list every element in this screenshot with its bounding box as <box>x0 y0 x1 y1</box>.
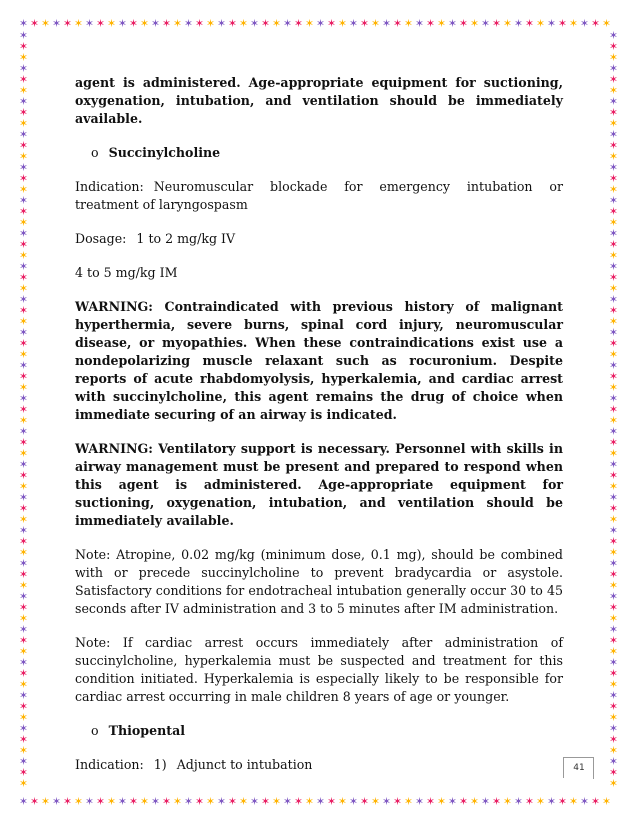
star-icon: ✶ <box>51 796 62 808</box>
star-icon: ✶ <box>73 796 84 808</box>
star-icon: ✶ <box>608 414 619 427</box>
thiopental-indication <box>75 756 563 774</box>
star-icon: ✶ <box>608 95 619 108</box>
star-icon: ✶ <box>128 796 139 808</box>
star-icon: ✶ <box>608 568 619 581</box>
star-icon: ✶ <box>18 777 29 790</box>
star-icon: ✶ <box>194 18 205 30</box>
warning-paragraph-2: WARNING: Ventilatory support is necessary. Personnel with skills in airway management must be present and prepared to respond when this agent is administered. Age-appropriate equipment for suctioning, oxygenation, intubation, and ventilation should be immediately available. <box>75 441 563 528</box>
star-icon: ✶ <box>502 796 513 808</box>
star-icon: ✶ <box>513 18 524 30</box>
star-icon: ✶ <box>579 18 590 30</box>
star-icon: ✶ <box>18 370 29 383</box>
star-icon: ✶ <box>18 84 29 97</box>
star-icon: ✶ <box>447 18 458 30</box>
star-icon: ✶ <box>608 117 619 130</box>
star-icon: ✶ <box>18 645 29 658</box>
star-icon: ✶ <box>227 18 238 30</box>
star-icon: ✶ <box>18 436 29 449</box>
star-icon: ✶ <box>18 139 29 152</box>
star-icon: ✶ <box>62 796 73 808</box>
star-icon: ✶ <box>238 18 249 30</box>
star-icon: ✶ <box>18 568 29 581</box>
star-icon: ✶ <box>348 18 359 30</box>
decorative-border-right <box>608 30 620 796</box>
star-icon: ✶ <box>381 18 392 30</box>
section-heading-succinylcholine <box>75 144 563 162</box>
star-icon: ✶ <box>608 601 619 614</box>
star-icon: ✶ <box>608 766 619 779</box>
star-icon: ✶ <box>227 796 238 808</box>
star-icon: ✶ <box>513 796 524 808</box>
star-icon: ✶ <box>62 18 73 30</box>
star-icon: ✶ <box>480 796 491 808</box>
star-icon: ✶ <box>161 796 172 808</box>
star-icon: ✶ <box>370 18 381 30</box>
star-icon: ✶ <box>18 315 29 328</box>
star-icon: ✶ <box>469 18 480 30</box>
star-icon: ✶ <box>608 370 619 383</box>
star-icon: ✶ <box>608 755 619 768</box>
star-icon: ✶ <box>608 480 619 493</box>
star-icon: ✶ <box>205 18 216 30</box>
star-icon: ✶ <box>29 796 40 808</box>
star-icon: ✶ <box>608 337 619 350</box>
star-icon: ✶ <box>608 161 619 174</box>
star-icon: ✶ <box>557 18 568 30</box>
star-icon: ✶ <box>392 18 403 30</box>
star-icon: ✶ <box>359 18 370 30</box>
star-icon: ✶ <box>117 18 128 30</box>
star-icon: ✶ <box>348 796 359 808</box>
star-icon: ✶ <box>590 796 601 808</box>
star-icon: ✶ <box>608 524 619 537</box>
star-icon: ✶ <box>18 425 29 438</box>
star-icon: ✶ <box>18 678 29 691</box>
star-icon: ✶ <box>18 590 29 603</box>
star-icon: ✶ <box>557 796 568 808</box>
star-icon: ✶ <box>18 601 29 614</box>
star-icon: ✶ <box>271 18 282 30</box>
star-icon: ✶ <box>436 796 447 808</box>
star-icon: ✶ <box>425 18 436 30</box>
star-icon: ✶ <box>608 62 619 75</box>
star-icon: ✶ <box>18 733 29 746</box>
star-icon: ✶ <box>608 656 619 669</box>
star-icon: ✶ <box>608 590 619 603</box>
star-icon: ✶ <box>447 796 458 808</box>
star-icon: ✶ <box>535 18 546 30</box>
star-icon: ✶ <box>608 403 619 416</box>
star-icon: ✶ <box>18 172 29 185</box>
star-icon: ✶ <box>18 502 29 515</box>
star-icon: ✶ <box>608 491 619 504</box>
star-icon: ✶ <box>282 18 293 30</box>
star-icon: ✶ <box>18 491 29 504</box>
star-icon: ✶ <box>546 796 557 808</box>
dosage-iv: 1 to 2 mg/kg IV <box>136 231 236 246</box>
star-icon: ✶ <box>260 796 271 808</box>
star-icon: ✶ <box>18 271 29 284</box>
star-icon: ✶ <box>18 579 29 592</box>
star-icon: ✶ <box>608 436 619 449</box>
star-icon: ✶ <box>608 392 619 405</box>
star-icon: ✶ <box>546 18 557 30</box>
star-icon: ✶ <box>18 700 29 713</box>
star-icon: ✶ <box>608 315 619 328</box>
star-icon: ✶ <box>608 513 619 526</box>
star-icon: ✶ <box>414 18 425 30</box>
star-icon: ✶ <box>18 51 29 64</box>
star-icon: ✶ <box>608 557 619 570</box>
dosage-paragraph <box>75 230 563 248</box>
star-icon: ✶ <box>139 18 150 30</box>
indication-text: Adjunct to intubation <box>176 757 313 772</box>
star-icon: ✶ <box>128 18 139 30</box>
star-icon: ✶ <box>608 667 619 680</box>
decorative-border-bottom <box>18 796 620 808</box>
star-icon: ✶ <box>608 216 619 229</box>
star-icon: ✶ <box>18 513 29 526</box>
star-icon: ✶ <box>458 18 469 30</box>
star-icon: ✶ <box>282 796 293 808</box>
star-icon: ✶ <box>18 535 29 548</box>
star-icon: ✶ <box>18 62 29 75</box>
star-icon: ✶ <box>18 106 29 119</box>
star-icon: ✶ <box>608 238 619 251</box>
star-icon: ✶ <box>150 796 161 808</box>
star-icon: ✶ <box>608 711 619 724</box>
star-icon: ✶ <box>18 546 29 559</box>
star-icon: ✶ <box>95 18 106 30</box>
page-number-divider <box>593 757 594 779</box>
star-icon: ✶ <box>359 796 370 808</box>
star-icon: ✶ <box>216 18 227 30</box>
star-icon: ✶ <box>608 535 619 548</box>
star-icon: ✶ <box>608 183 619 196</box>
star-icon: ✶ <box>18 744 29 757</box>
star-icon: ✶ <box>216 796 227 808</box>
star-icon: ✶ <box>18 722 29 735</box>
star-icon: ✶ <box>608 634 619 647</box>
star-icon: ✶ <box>608 271 619 284</box>
star-icon: ✶ <box>590 18 601 30</box>
star-icon: ✶ <box>608 546 619 559</box>
star-icon: ✶ <box>106 796 117 808</box>
star-icon: ✶ <box>18 117 29 130</box>
star-icon: ✶ <box>608 502 619 515</box>
star-icon: ✶ <box>304 796 315 808</box>
star-icon: ✶ <box>51 18 62 30</box>
star-icon: ✶ <box>18 282 29 295</box>
star-icon: ✶ <box>18 612 29 625</box>
star-icon: ✶ <box>18 128 29 141</box>
star-icon: ✶ <box>18 667 29 680</box>
star-icon: ✶ <box>425 796 436 808</box>
bullet-icon: o <box>91 723 99 738</box>
star-icon: ✶ <box>608 733 619 746</box>
star-icon: ✶ <box>18 689 29 702</box>
star-icon: ✶ <box>608 678 619 691</box>
star-icon: ✶ <box>608 777 619 790</box>
star-icon: ✶ <box>608 425 619 438</box>
star-icon: ✶ <box>18 381 29 394</box>
star-icon: ✶ <box>18 656 29 669</box>
star-icon: ✶ <box>608 84 619 97</box>
star-icon: ✶ <box>608 645 619 658</box>
star-icon: ✶ <box>326 18 337 30</box>
star-icon: ✶ <box>608 447 619 460</box>
star-icon: ✶ <box>18 216 29 229</box>
star-icon: ✶ <box>608 381 619 394</box>
star-icon: ✶ <box>106 18 117 30</box>
star-icon: ✶ <box>139 796 150 808</box>
star-icon: ✶ <box>18 557 29 570</box>
star-icon: ✶ <box>18 183 29 196</box>
star-icon: ✶ <box>18 458 29 471</box>
decorative-border-top <box>18 18 620 30</box>
star-icon: ✶ <box>95 796 106 808</box>
star-icon: ✶ <box>18 348 29 361</box>
star-icon: ✶ <box>608 194 619 207</box>
star-icon: ✶ <box>18 73 29 86</box>
star-icon: ✶ <box>271 796 282 808</box>
star-icon: ✶ <box>18 359 29 372</box>
star-icon: ✶ <box>469 796 480 808</box>
star-icon: ✶ <box>608 458 619 471</box>
star-icon: ✶ <box>337 796 348 808</box>
star-icon: ✶ <box>117 796 128 808</box>
indication-number: 1) <box>153 757 167 772</box>
star-icon: ✶ <box>293 18 304 30</box>
star-icon: ✶ <box>414 796 425 808</box>
star-icon: ✶ <box>18 337 29 350</box>
page-number: 41 <box>563 757 594 778</box>
star-icon: ✶ <box>205 796 216 808</box>
star-icon: ✶ <box>392 796 403 808</box>
star-icon: ✶ <box>608 30 619 42</box>
star-icon: ✶ <box>502 18 513 30</box>
star-icon: ✶ <box>608 348 619 361</box>
star-icon: ✶ <box>608 722 619 735</box>
star-icon: ✶ <box>381 796 392 808</box>
star-icon: ✶ <box>260 18 271 30</box>
star-icon: ✶ <box>304 18 315 30</box>
star-icon: ✶ <box>18 95 29 108</box>
bullet-icon: o <box>91 145 99 160</box>
star-icon: ✶ <box>18 227 29 240</box>
star-icon: ✶ <box>18 194 29 207</box>
star-icon: ✶ <box>18 161 29 174</box>
star-icon: ✶ <box>326 796 337 808</box>
star-icon: ✶ <box>608 139 619 152</box>
star-icon: ✶ <box>315 796 326 808</box>
star-icon: ✶ <box>579 796 590 808</box>
star-icon: ✶ <box>608 359 619 372</box>
star-icon: ✶ <box>480 18 491 30</box>
star-icon: ✶ <box>608 326 619 339</box>
star-icon: ✶ <box>608 744 619 757</box>
star-icon: ✶ <box>29 18 40 30</box>
star-icon: ✶ <box>18 326 29 339</box>
star-icon: ✶ <box>535 796 546 808</box>
star-icon: ✶ <box>608 579 619 592</box>
star-icon: ✶ <box>172 796 183 808</box>
star-icon: ✶ <box>608 51 619 64</box>
star-icon: ✶ <box>608 260 619 273</box>
star-icon: ✶ <box>608 612 619 625</box>
indication-paragraph <box>75 178 563 214</box>
star-icon: ✶ <box>18 304 29 317</box>
continued-paragraph: agent is administered. Age-appropriate equipment for suctioning, oxygenation, intubation, and ventilation should be immediately available. <box>75 75 563 126</box>
star-icon: ✶ <box>18 238 29 251</box>
star-icon: ✶ <box>18 249 29 262</box>
star-icon: ✶ <box>18 293 29 306</box>
star-icon: ✶ <box>491 796 502 808</box>
star-icon: ✶ <box>18 711 29 724</box>
star-icon: ✶ <box>18 392 29 405</box>
star-icon: ✶ <box>18 796 29 808</box>
star-icon: ✶ <box>608 282 619 295</box>
star-icon: ✶ <box>18 755 29 768</box>
star-icon: ✶ <box>40 18 51 30</box>
star-icon: ✶ <box>84 18 95 30</box>
star-icon: ✶ <box>293 796 304 808</box>
star-icon: ✶ <box>608 128 619 141</box>
page-content <box>75 74 563 774</box>
star-icon: ✶ <box>491 18 502 30</box>
star-icon: ✶ <box>18 480 29 493</box>
star-icon: ✶ <box>524 796 535 808</box>
star-icon: ✶ <box>608 205 619 218</box>
note-paragraph-2: Note: If cardiac arrest occurs immediately after administration of succinylcholine, hyperkalemia must be suspected and treatment for this condition initiated. Hyperkalemia is especially likely to be responsible for cardiac arrest occurring in male children 8 years of age or younger. <box>75 635 563 704</box>
star-icon: ✶ <box>608 73 619 86</box>
star-icon: ✶ <box>608 293 619 306</box>
decorative-border-left <box>18 30 30 796</box>
indication-text: Neuromuscular blockade for emergency intubation or treatment of laryngospasm <box>75 179 563 212</box>
star-icon: ✶ <box>18 623 29 636</box>
star-icon: ✶ <box>608 227 619 240</box>
star-icon: ✶ <box>18 524 29 537</box>
warning-paragraph-1: WARNING: Contraindicated with previous history of malignant hyperthermia, severe burns, spinal cord injury, neuromuscular disease, or myopathies. When these contraindications exist use a nondepolarizing muscle relaxant such as rocuronium. Despite reports of acute rhabdomyolysis, hyperkalemia, and cardiac arrest with succinylcholine, this agent remains the drug of choice when immediate securing of an airway is indicated. <box>75 299 563 422</box>
star-icon: ✶ <box>608 623 619 636</box>
star-icon: ✶ <box>18 40 29 53</box>
star-icon: ✶ <box>150 18 161 30</box>
star-icon: ✶ <box>161 18 172 30</box>
star-icon: ✶ <box>337 18 348 30</box>
star-icon: ✶ <box>238 796 249 808</box>
star-icon: ✶ <box>172 18 183 30</box>
section-title: Succinylcholine <box>108 145 221 160</box>
star-icon: ✶ <box>370 796 381 808</box>
section-heading-thiopental <box>75 722 563 740</box>
star-icon: ✶ <box>608 249 619 262</box>
star-icon: ✶ <box>18 414 29 427</box>
star-icon: ✶ <box>524 18 535 30</box>
star-icon: ✶ <box>73 18 84 30</box>
star-icon: ✶ <box>18 403 29 416</box>
star-icon: ✶ <box>608 689 619 702</box>
star-icon: ✶ <box>601 18 612 30</box>
star-icon: ✶ <box>194 796 205 808</box>
star-icon: ✶ <box>608 150 619 163</box>
star-icon: ✶ <box>18 18 29 30</box>
star-icon: ✶ <box>608 172 619 185</box>
star-icon: ✶ <box>18 766 29 779</box>
star-icon: ✶ <box>249 796 260 808</box>
indication-label: Indication: <box>75 757 144 772</box>
dosage-label: Dosage: <box>75 231 127 246</box>
star-icon: ✶ <box>458 796 469 808</box>
star-icon: ✶ <box>18 469 29 482</box>
star-icon: ✶ <box>403 796 414 808</box>
star-icon: ✶ <box>608 106 619 119</box>
star-icon: ✶ <box>608 469 619 482</box>
star-icon: ✶ <box>183 796 194 808</box>
star-icon: ✶ <box>249 18 260 30</box>
note-paragraph-1: Note: Atropine, 0.02 mg/kg (minimum dose, 0.1 mg), should be combined with or precede succinylcholine to prevent bradycardia or asystole. Satisfactory conditions for endotracheal intubation generally occur 30 to 45 seconds after IV administration and 3 to 5 minutes after IM administration. <box>75 547 563 616</box>
star-icon: ✶ <box>315 18 326 30</box>
star-icon: ✶ <box>608 304 619 317</box>
star-icon: ✶ <box>84 796 95 808</box>
star-icon: ✶ <box>436 18 447 30</box>
star-icon: ✶ <box>18 260 29 273</box>
star-icon: ✶ <box>183 18 194 30</box>
star-icon: ✶ <box>18 30 29 42</box>
star-icon: ✶ <box>18 634 29 647</box>
dosage-im: 4 to 5 mg/kg IM <box>75 265 178 280</box>
star-icon: ✶ <box>18 150 29 163</box>
star-icon: ✶ <box>568 796 579 808</box>
star-icon: ✶ <box>18 205 29 218</box>
star-icon: ✶ <box>608 700 619 713</box>
star-icon: ✶ <box>18 447 29 460</box>
section-title: Thiopental <box>108 723 186 738</box>
star-icon: ✶ <box>403 18 414 30</box>
star-icon: ✶ <box>601 796 612 808</box>
star-icon: ✶ <box>40 796 51 808</box>
star-icon: ✶ <box>608 40 619 53</box>
star-icon: ✶ <box>568 18 579 30</box>
indication-label: Indication: <box>75 179 144 194</box>
